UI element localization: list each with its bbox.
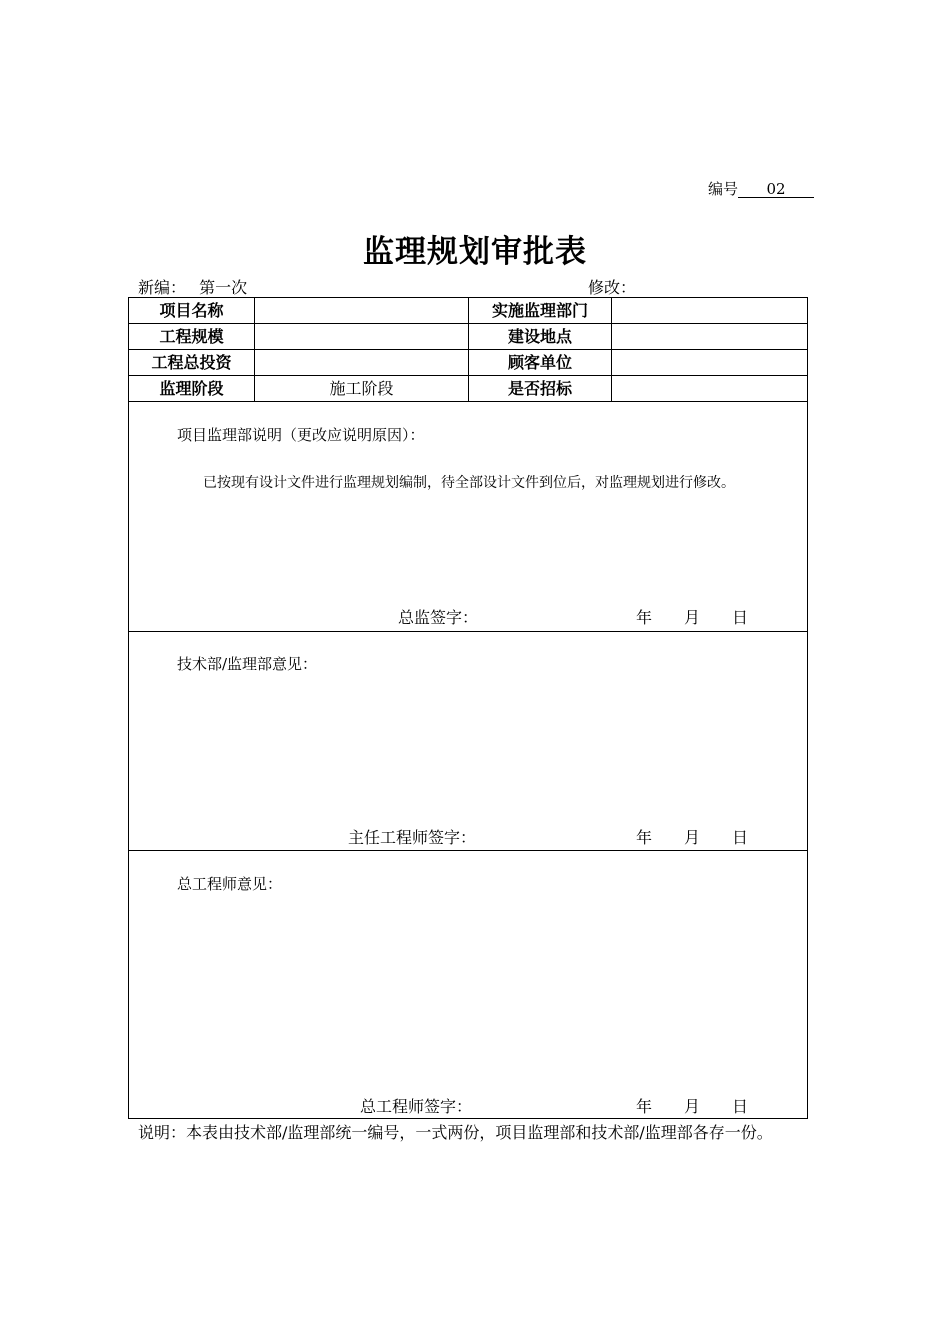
section-heading-tech-dept: 技术部/监理部意见：: [177, 655, 318, 673]
signature-label-chief-supervisor: 总监签字：: [398, 608, 479, 627]
section-divider: [129, 850, 807, 851]
date-day: 日: [732, 608, 749, 627]
approval-form: [128, 297, 808, 1119]
section-divider: [129, 631, 807, 632]
field-tender[interactable]: [612, 376, 807, 402]
date-year: 年: [636, 1097, 653, 1116]
date-day: 日: [732, 1097, 749, 1116]
field-construction-site[interactable]: [612, 324, 807, 350]
footnote: 说明：本表由技术部/监理部统一编号，一式两份，项目监理部和技术部/监理部各存一份。: [138, 1123, 773, 1142]
signature-date: [636, 1094, 748, 1117]
signature-label-chief-engineer: 主任工程师签字：: [348, 828, 477, 847]
label-tender: 是否招标: [507, 379, 572, 398]
label-supervision-dept: 实施监理部门: [491, 301, 588, 320]
form-number-label: 编号: [708, 180, 739, 198]
date-year: 年: [636, 828, 653, 847]
signature-label-general-engineer: 总工程师签字：: [360, 1097, 473, 1116]
label-project-scale: 工程规模: [159, 327, 224, 346]
field-supervision-stage[interactable]: 施工阶段: [329, 379, 394, 398]
section-heading-project-dept: 项目监理部说明（更改应说明原因）：: [177, 426, 425, 444]
revise-label: 修改：: [588, 278, 637, 297]
date-month: 月: [684, 1097, 701, 1116]
form-number-value: 02: [738, 181, 814, 198]
field-project-scale[interactable]: [255, 324, 468, 350]
page-title: 监理规划审批表: [363, 234, 587, 270]
signature-date: [636, 825, 748, 848]
date-year: 年: [636, 608, 653, 627]
date-day: 日: [732, 828, 749, 847]
label-client-unit: 顾客单位: [507, 353, 572, 372]
form-number: [708, 178, 814, 199]
date-month: 月: [684, 828, 701, 847]
label-construction-site: 建设地点: [507, 327, 572, 346]
signature-date: [636, 605, 748, 628]
field-supervision-dept[interactable]: [612, 298, 807, 324]
date-month: 月: [684, 608, 701, 627]
label-supervision-stage: 监理阶段: [159, 379, 224, 398]
label-total-investment: 工程总投资: [151, 353, 232, 372]
label-project-name: 项目名称: [159, 301, 224, 320]
field-client-unit[interactable]: [612, 350, 807, 376]
edit-label: 新编：: [138, 278, 187, 297]
field-project-name[interactable]: [255, 298, 468, 324]
section-heading-general-engineer: 总工程师意见：: [177, 875, 283, 893]
edit-info: [138, 275, 247, 298]
section-body-project-dept: 已按现有设计文件进行监理规划编制，待全部设计文件到位后，对监理规划进行修改。: [203, 475, 735, 491]
field-total-investment[interactable]: [255, 350, 468, 376]
edit-value: 第一次: [199, 278, 248, 297]
